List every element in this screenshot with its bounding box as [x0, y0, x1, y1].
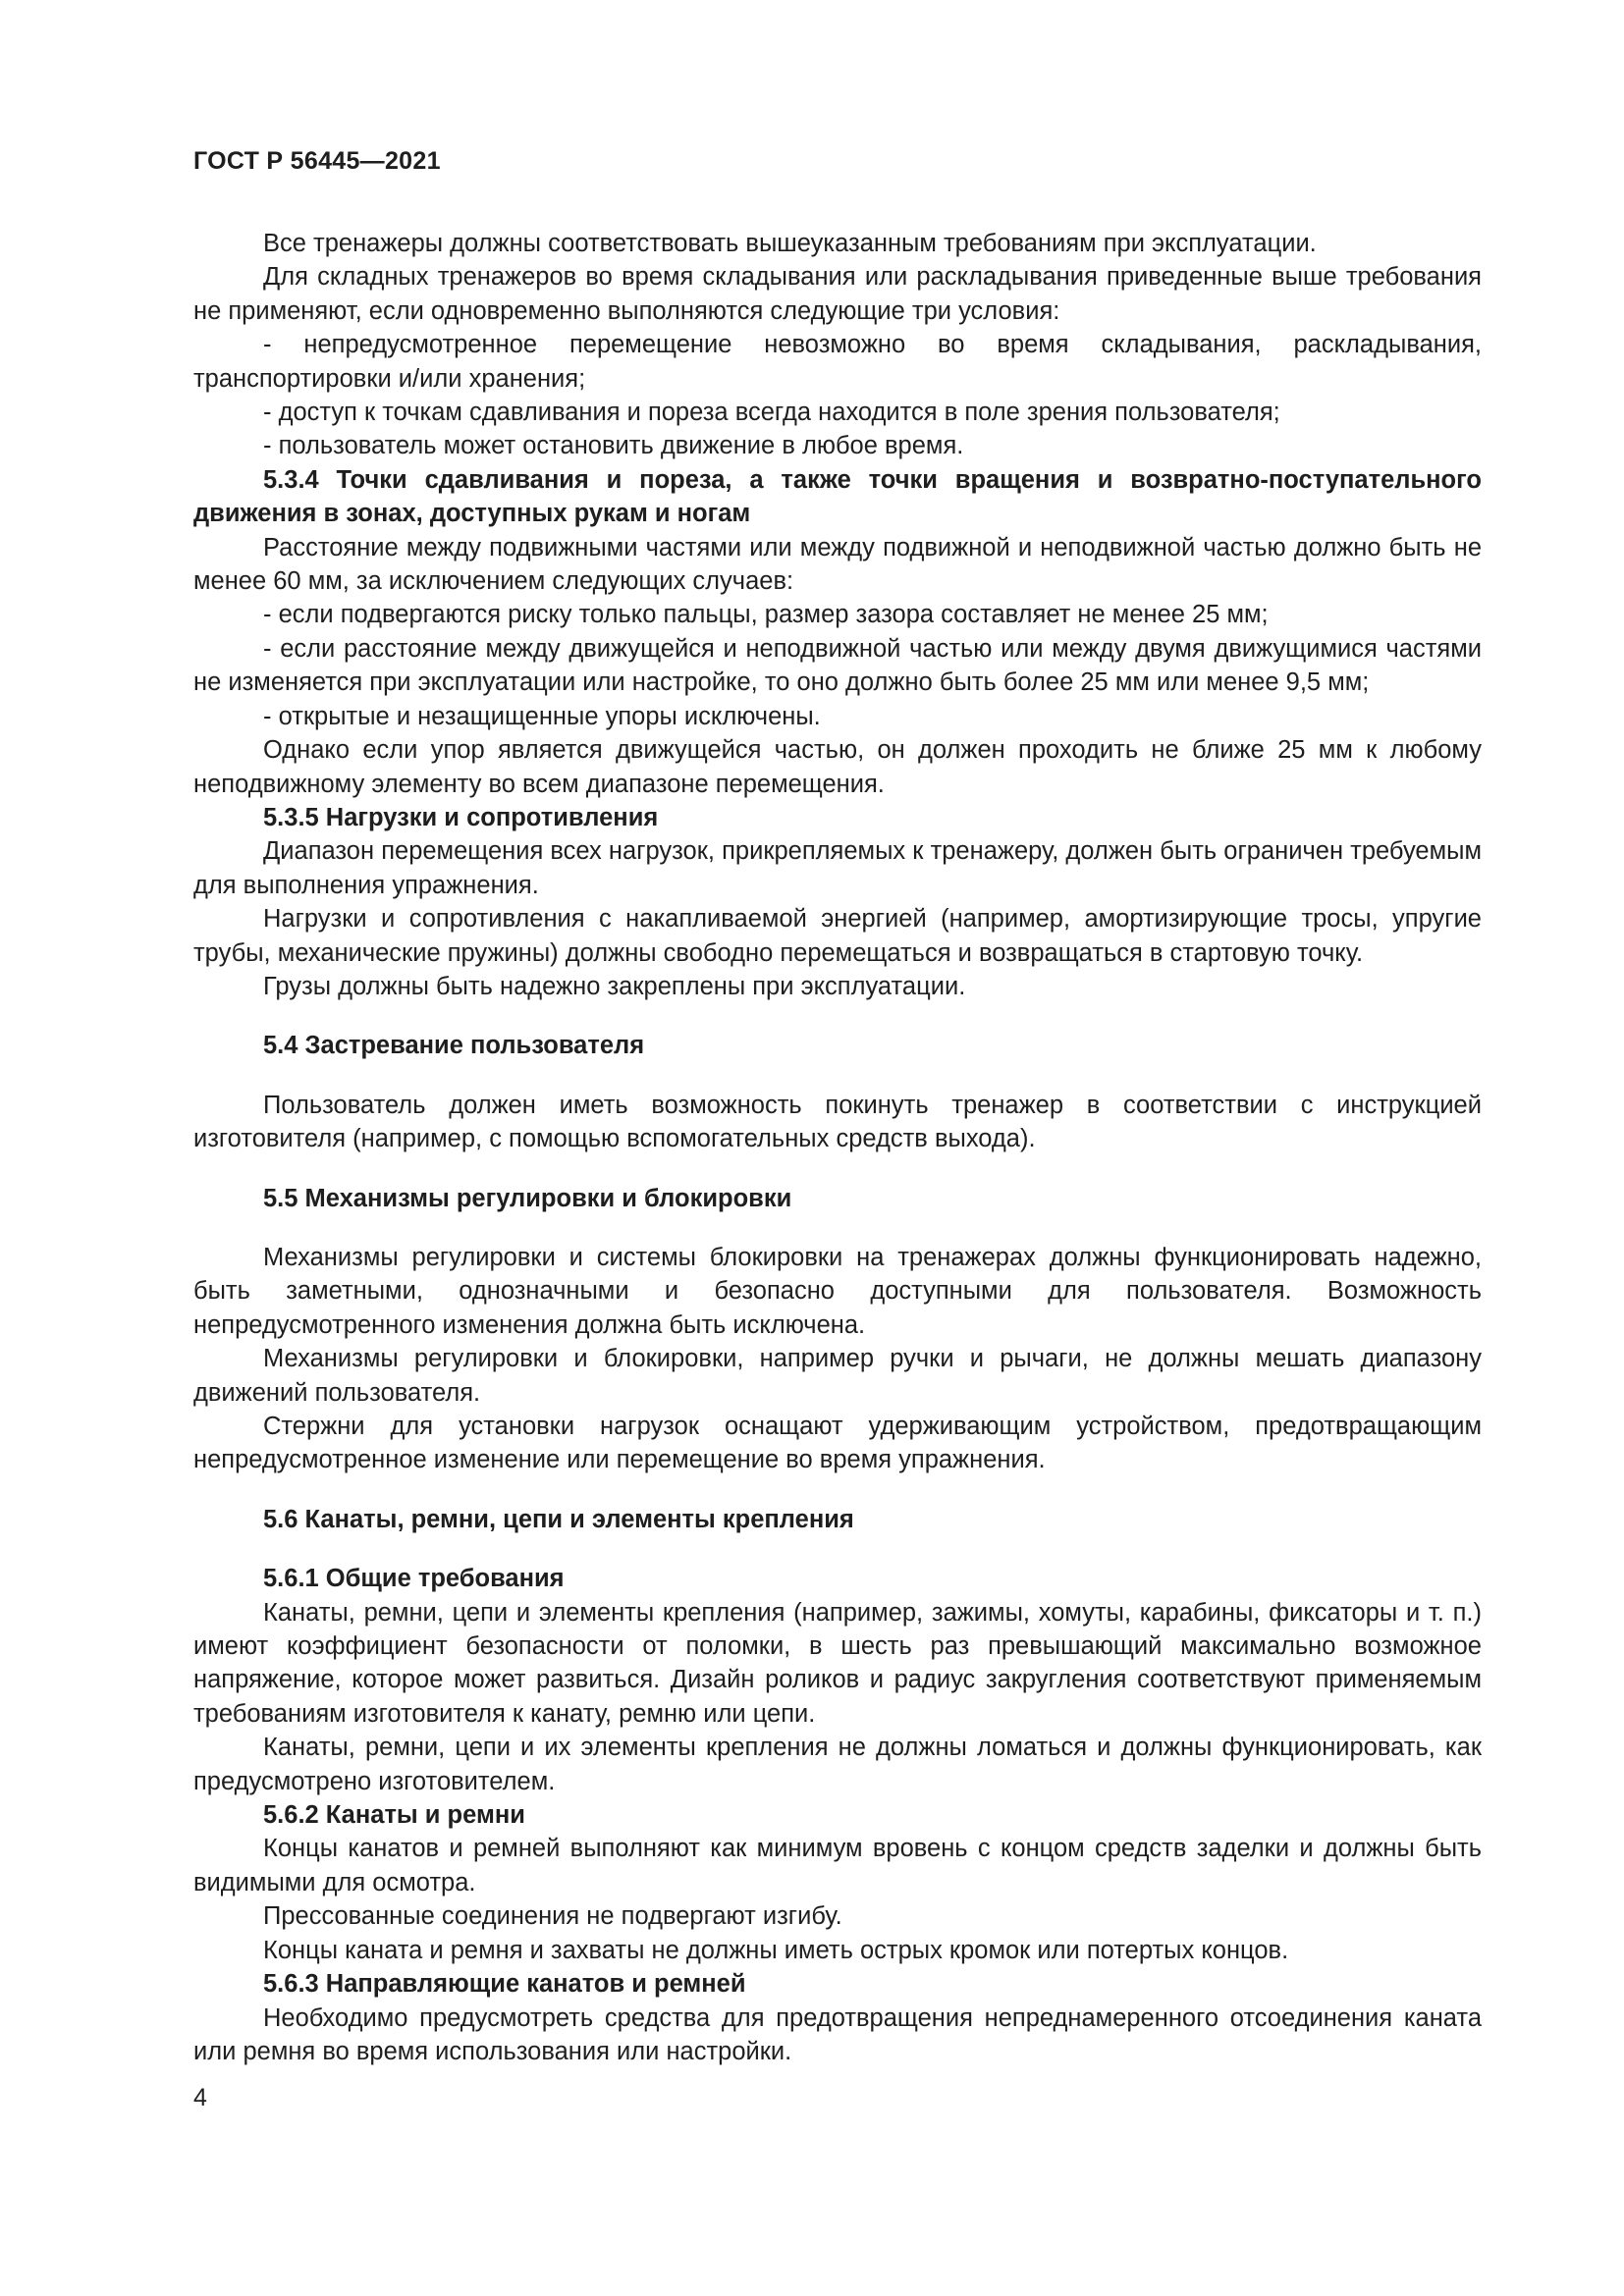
subsection-heading-5-6-3: 5.6.3 Направляющие канатов и ремней — [263, 1970, 746, 1999]
document-id-header: ГОСТ Р 56445—2021 — [193, 147, 441, 175]
paragraph: Грузы должны быть надежно закреплены при эксплуатации. — [263, 972, 966, 1000]
paragraph: Нагрузки и сопротивления с накапливаемой энергией (например, амортизирующие тросы, упругие трубы, механические пружины) должны свободно перемещаться и возвращаться в стартовую точку. — [193, 905, 1482, 967]
page-number: 4 — [193, 2084, 207, 2111]
subsection-heading-5-3-4: 5.3.4 Точки сдавливания и пореза, а также точки вращения и возвратно-поступательного движения в зонах, доступных рукам и ногам — [193, 465, 1482, 528]
paragraph: Концы каната и ремня и захваты не должны иметь острых кромок или потертых концов. — [263, 1936, 1289, 1964]
paragraph: Концы канатов и ремней выполняют как минимум вровень с концом средств заделки и должны быть видимыми для осмотра. — [193, 1835, 1482, 1896]
paragraph: Диапазон перемещения всех нагрузок, прикрепляемых к тренажеру, должен быть ограничен требуемым для выполнения упражнения. — [193, 837, 1482, 899]
paragraph: Необходимо предусмотреть средства для предотвращения непреднамеренного отсоединения каната или ремня во время использования или настройки. — [193, 2003, 1482, 2065]
paragraph: Канаты, ремни, цепи и элементы крепления (например, зажимы, хомуты, карабины, фиксаторы и т. п.) имеют коэффициент безопасности от поломки, в шесть раз превышающий максимально возможное напряжение, которое может развиться. Дизайн роликов и радиус закругления соответствуют применяемым требованиям изготовителя к канату, ремню или цепи. — [193, 1598, 1482, 1728]
section-heading-5-5: 5.5 Механизмы регулировки и блокировки — [263, 1184, 792, 1212]
list-item: - открытые и незащищенные упоры исключены. — [263, 702, 821, 730]
list-item: - непредусмотренное перемещение невозможно во время складывания, раскладывания, транспортировки и/или хранения; — [193, 331, 1482, 393]
list-item: - если расстояние между движущейся и неподвижной частью или между двумя движущимися частями не изменяется при эксплуатации или настройке, то оно должно быть более 25 мм или менее 9,5 мм; — [193, 634, 1482, 697]
paragraph: Механизмы регулировки и блокировки, например ручки и рычаги, не должны мешать диапазону движений пользователя. — [193, 1345, 1482, 1407]
paragraph: Расстояние между подвижными частями или между подвижной и неподвижной частью должно быть не менее 60 мм, за исключением следующих случаев: — [193, 533, 1482, 596]
paragraph: Прессованные соединения не подвергают изгибу. — [263, 1902, 842, 1931]
paragraph: Пользователь должен иметь возможность покинуть тренажер в соответствии с инструкцией изготовителя (например, с помощью вспомогательных средств выхода). — [193, 1091, 1482, 1153]
paragraph: Канаты, ремни, цепи и их элементы крепления не должны ломаться и должны функционировать, как предусмотрено изготовителем. — [193, 1734, 1482, 1795]
list-item: - пользователь может остановить движение в любое время. — [263, 432, 964, 460]
list-item: - доступ к точкам сдавливания и пореза всегда находится в поле зрения пользователя; — [263, 399, 1280, 427]
paragraph: Все тренажеры должны соответствовать вышеуказанным требованиям при эксплуатации. — [263, 230, 1317, 257]
subsection-heading-5-3-5: 5.3.5 Нагрузки и сопротивления — [263, 803, 659, 831]
document-body — [193, 227, 1482, 2068]
section-heading-5-6: 5.6 Канаты, ремни, цепи и элементы крепления — [263, 1505, 854, 1533]
section-heading-5-4: 5.4 Застревание пользователя — [263, 1032, 645, 1060]
subsection-heading-5-6-1: 5.6.1 Общие требования — [263, 1565, 565, 1593]
paragraph: Для складных тренажеров во время складывания или раскладывания приведенные выше требования не применяют, если одновременно выполняются следующие три условия: — [193, 263, 1482, 325]
list-item: - если подвергаются риску только пальцы, размер зазора составляет не менее 25 мм; — [263, 601, 1269, 629]
subsection-heading-5-6-2: 5.6.2 Канаты и ремни — [263, 1801, 525, 1830]
paragraph: Механизмы регулировки и системы блокировки на тренажерах должны функционировать надежно, быть заметными, однозначными и безопасно доступными для пользователя. Возможность непредусмотренного изменения должна быть исключена. — [193, 1243, 1482, 1339]
paragraph: Стержни для установки нагрузок оснащают удерживающим устройством, предотвращающим непредусмотренное изменение или перемещение во время упражнения. — [193, 1413, 1482, 1474]
paragraph: Однако если упор является движущейся частью, он должен проходить не ближе 25 мм к любому неподвижному элементу во всем диапазоне перемещения. — [193, 736, 1482, 798]
